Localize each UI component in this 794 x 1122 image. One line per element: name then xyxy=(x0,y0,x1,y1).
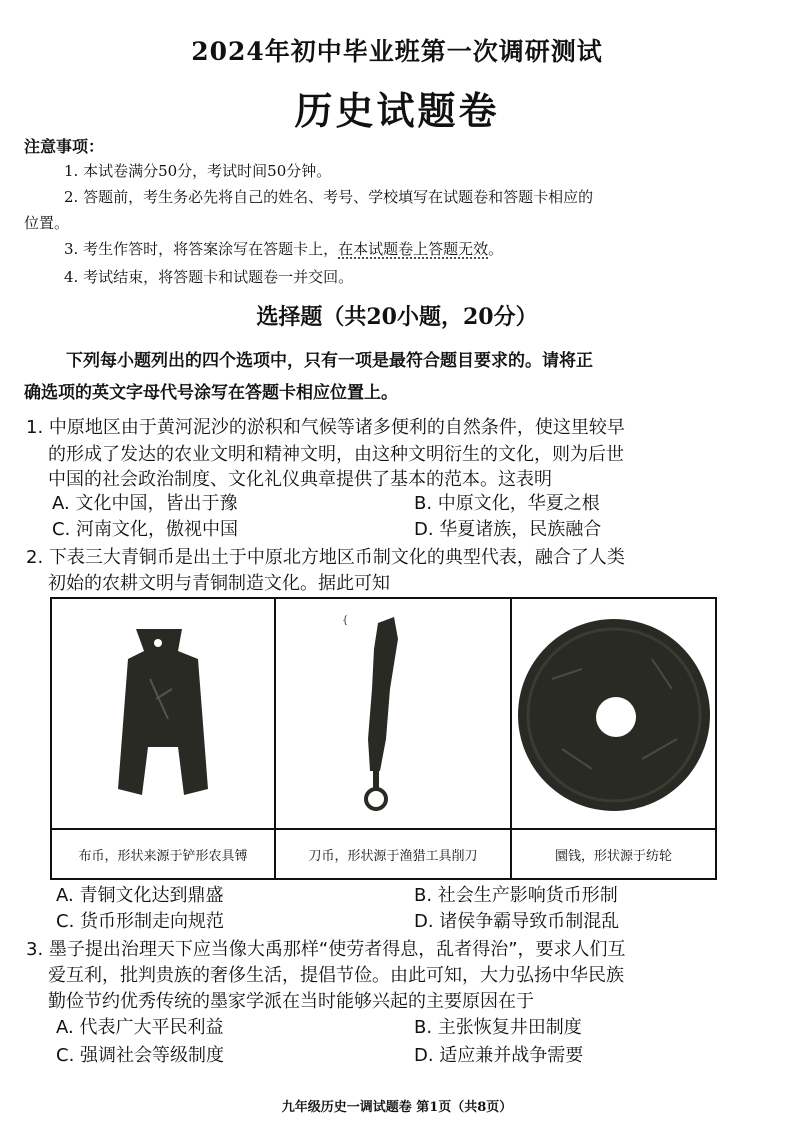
notice-item-3 xyxy=(64,238,764,260)
exam-subtitle: 历史试题卷 xyxy=(294,88,500,133)
notice-item-2-cont: 位置。 xyxy=(24,214,70,232)
coin-cell-round xyxy=(512,599,715,878)
notice-item-2: 2. 答题前，考生务必先将自己的姓名、考号、学校填写在试题卷和答题卡相应的 xyxy=(64,188,594,206)
q1-stem-line-3: 中国的社会政治制度、文化礼仪典章提供了基本的范本。这表明 xyxy=(48,469,552,490)
round-coin-hole xyxy=(596,697,636,737)
q2-option-d: D. 诸侯争霸导致币制混乱 xyxy=(414,911,620,932)
coin-table xyxy=(50,597,717,880)
q3-stem-line-1: 3. 墨子提出治理天下应当像大禹那样“使劳者得息，乱者得治”，要求人们互 xyxy=(26,939,626,960)
notice-item-3-text: 3. 考生作答时，将答案涂写在答题卡上， xyxy=(64,240,339,258)
svg-text:{: { xyxy=(342,615,349,626)
coin-cell-spade xyxy=(52,599,276,878)
section-title: 选择题（共20小题，20分） xyxy=(256,304,538,330)
q3-option-c: C. 强调社会等级制度 xyxy=(56,1045,225,1066)
notice-item-1: 1. 本试卷满分50分，考试时间50分钟。 xyxy=(64,162,332,180)
coin-caption-round: 圜钱，形状源于纺轮 xyxy=(512,828,715,878)
q1-stem-line-2: 的形成了发达的农业文明和精神文明，由这种文明衍生的文化，则为后世 xyxy=(48,444,624,465)
q2-option-a: A. 青铜文化达到鼎盛 xyxy=(56,885,224,906)
section-instruction-1: 下列每小题列出的四个选项中，只有一项是最符合题目要求的。请将正 xyxy=(66,351,593,371)
q1-option-d: D. 华夏诸族，民族融合 xyxy=(414,519,602,540)
section-instruction-2: 确选项的英文字母代号涂写在答题卡相应位置上。 xyxy=(24,383,398,403)
q1-stem-line-1: 1. 中原地区由于黄河泥沙的淤积和气候等诸多便利的自然条件，使这里较早 xyxy=(26,417,625,438)
q1-option-b: B. 中原文化，华夏之根 xyxy=(414,493,600,514)
knife-coin-ring xyxy=(366,789,386,809)
q3-stem-line-2: 爱互利，批判贵族的奢侈生活，提倡节俭。由此可知，大力弘扬中华民族 xyxy=(48,965,624,986)
knife-coin-image xyxy=(276,599,508,825)
q2-stem-line-1: 2. 下表三大青铜币是出土于中原北方地区币制文化的典型代表，融合了人类 xyxy=(26,547,625,568)
notice-item-3-emphasis: 在本试题卷上答题无效 xyxy=(338,240,489,258)
spade-coin-shape xyxy=(118,629,208,795)
knife-coin-shape xyxy=(368,617,398,771)
q1-option-a: A. 文化中国，皆出于豫 xyxy=(52,493,238,514)
coin-cell-knife xyxy=(276,599,512,878)
coin-caption-knife: 刀币，形状源于渔猎工具削刀 xyxy=(276,828,510,878)
q3-option-d: D. 适应兼并战争需要 xyxy=(414,1045,584,1066)
notice-heading: 注意事项： xyxy=(24,137,105,156)
round-coin-image xyxy=(512,599,715,825)
q2-stem-line-2: 初始的农耕文明与青铜制造文化。据此可知 xyxy=(48,573,390,594)
page-footer: 九年级历史一调试题卷 第1页（共8页） xyxy=(281,1100,513,1115)
coin-caption-spade: 布币，形状来源于铲形农具镈 xyxy=(52,828,274,878)
q2-option-b: B. 社会生产影响货币形制 xyxy=(414,885,618,906)
notice-item-4: 4. 考试结束，将答题卡和试题卷一并交回。 xyxy=(64,268,354,286)
notice-item-3-end: 。 xyxy=(488,240,504,258)
spade-coin-hole xyxy=(154,639,162,647)
q3-stem-line-3: 勤俭节约优秀传统的墨家学派在当时能够兴起的主要原因在于 xyxy=(48,991,534,1012)
q2-option-c: C. 货币形制走向规范 xyxy=(56,911,225,932)
q3-option-b: B. 主张恢复井田制度 xyxy=(414,1017,582,1038)
spade-coin-image xyxy=(52,599,272,825)
q1-option-c: C. 河南文化，傲视中国 xyxy=(52,519,239,540)
q3-option-a: A. 代表广大平民利益 xyxy=(56,1017,224,1038)
exam-title: 2024年初中毕业班第一次调研测试 xyxy=(191,37,603,66)
